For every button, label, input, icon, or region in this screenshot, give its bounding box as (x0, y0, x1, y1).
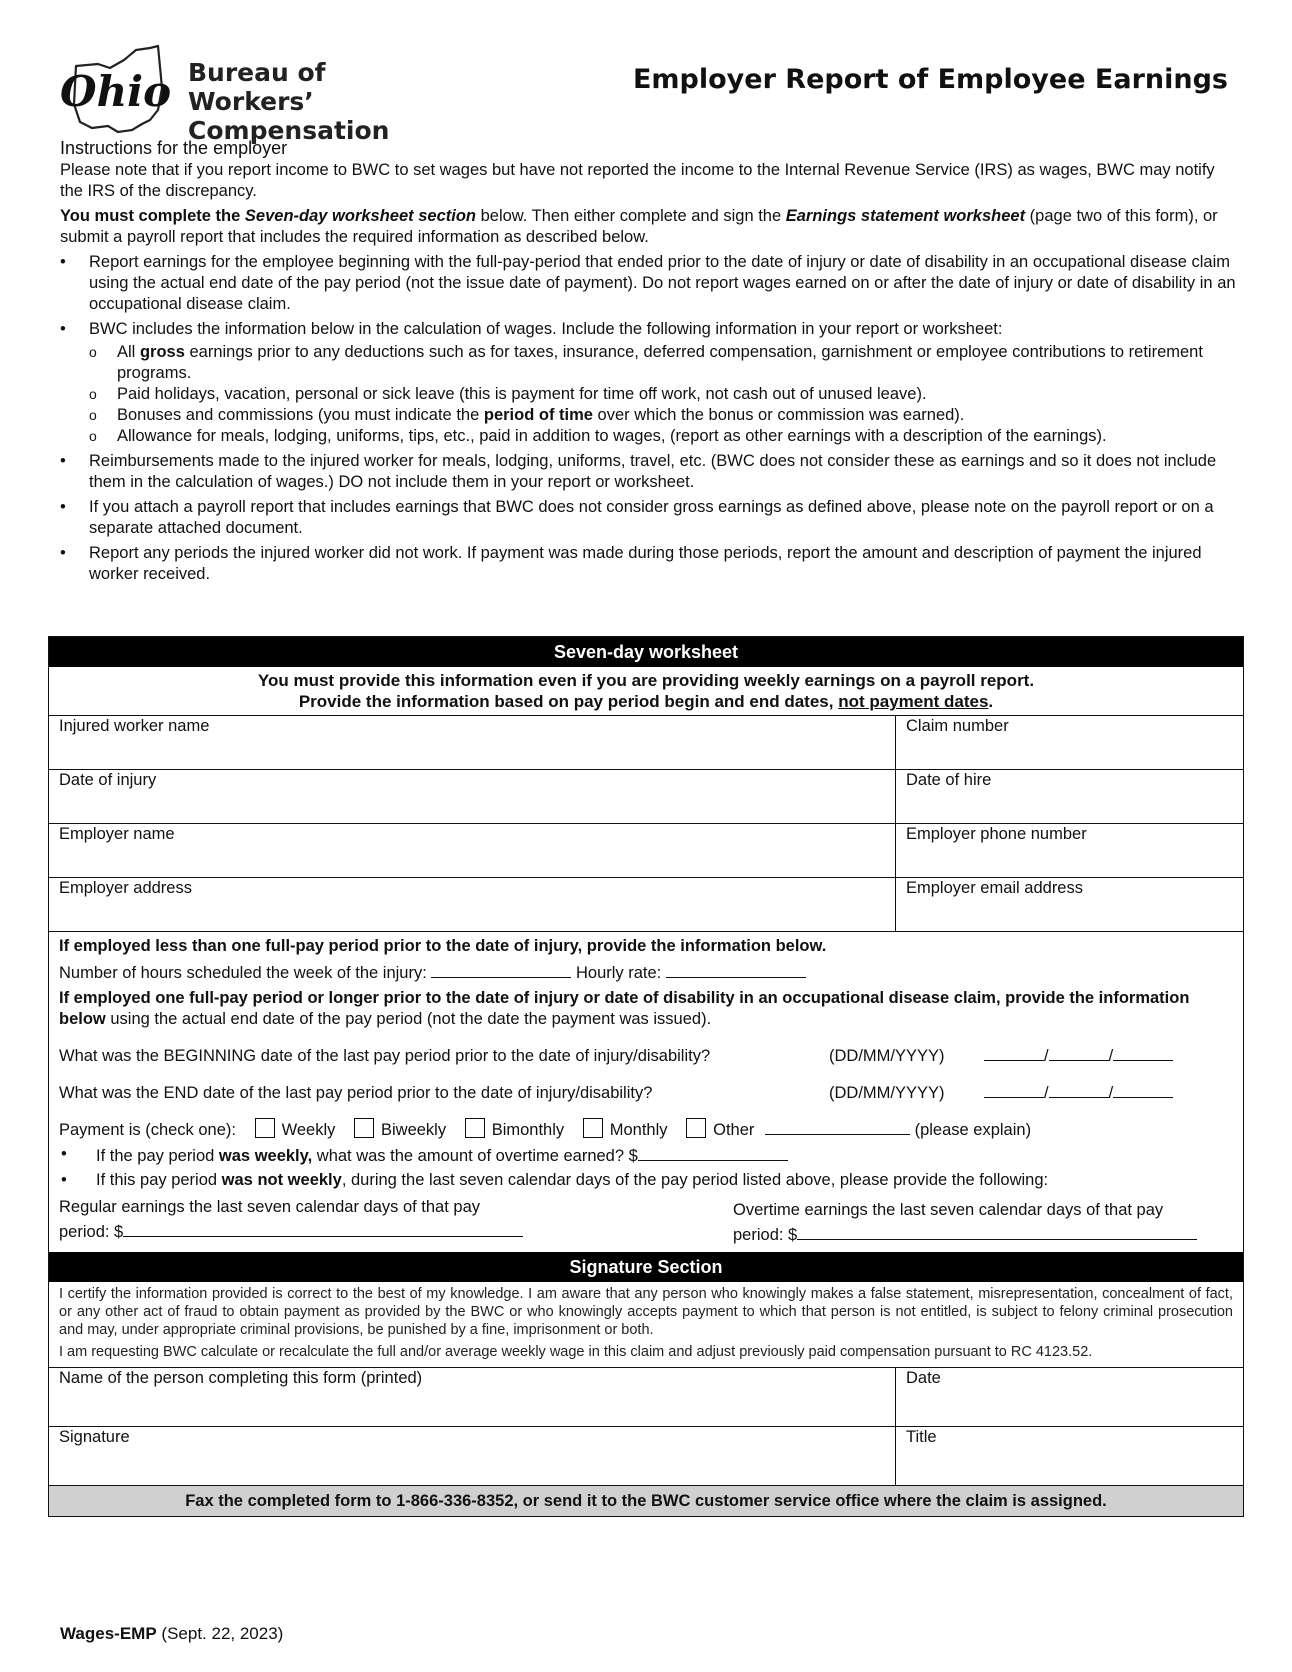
note-line2 (49, 691, 1243, 712)
weekly-text: If the pay period (96, 1147, 215, 1165)
payment-row (59, 1118, 1233, 1141)
end-date-question: What was the END date of the last pay period prior to the date of injury/disability? (59, 1084, 653, 1102)
note-text: not payment dates (838, 692, 989, 711)
end-date-input[interactable]: / / (984, 1081, 1173, 1104)
injured-worker-name-field[interactable]: Injured worker name (49, 716, 896, 769)
payment-label: Payment is (check one): (59, 1121, 236, 1139)
option-label: Biweekly (380, 1121, 447, 1139)
option-label: Bimonthly (491, 1121, 565, 1139)
regular-earnings-input[interactable] (123, 1220, 523, 1237)
list-item-text: BWC includes the information below in the calculation of wages. Include the following information in your report or worksheet: (89, 320, 1003, 338)
p2-part: Seven-day worksheet section (244, 207, 476, 225)
field-row (49, 716, 1243, 770)
sub-list-item (60, 405, 1238, 426)
earnings-row (59, 1195, 1233, 1248)
form-id: Wages-EMP (60, 1624, 157, 1643)
date-format: (DD/MM/YYYY) (829, 1084, 945, 1102)
worksheet-note (49, 667, 1243, 716)
note-text: Provide the information based on pay period begin and end dates, (298, 692, 834, 711)
hours-input[interactable] (431, 961, 571, 978)
hourly-rate-label: Hourly rate: (575, 964, 662, 982)
period-label: period: $ (59, 1223, 124, 1241)
end-date-row (59, 1081, 1233, 1104)
sub-list-item (60, 342, 1238, 384)
bimonthly-checkbox[interactable] (465, 1118, 485, 1138)
overtime-label: Overtime earnings the last seven calendar days of that pay (733, 1201, 1164, 1219)
employer-email-field[interactable]: Employer email address (906, 879, 1083, 897)
option-label: Monthly (609, 1121, 668, 1139)
list-item: • If you attach a payroll report that includes earnings that BWC does not consider gross earnings as defined above, please note on the payroll report or on a separate attached document. (60, 497, 1238, 539)
sub-text: over which the bonus or commission was earned). (597, 406, 965, 424)
instructions-heading: Instructions for the employer (60, 138, 288, 158)
printed-name-field[interactable]: Name of the person completing this form (printed) (49, 1368, 896, 1426)
sub-text: period of time (483, 406, 593, 424)
date-of-hire-field[interactable]: Date of hire (906, 771, 992, 789)
p2-part: Earnings statement worksheet (785, 207, 1026, 225)
date-of-injury-field[interactable]: Date of injury (49, 770, 896, 823)
bwc-logo (58, 44, 458, 145)
signature-field[interactable]: Signature (49, 1427, 896, 1485)
form-footer (60, 1624, 283, 1644)
not-weekly-row (59, 1170, 1233, 1191)
weekly-overtime-row (59, 1144, 1233, 1167)
signature-text (49, 1282, 1243, 1367)
weekly-text: was weekly, (218, 1147, 313, 1165)
longer-heading (59, 988, 1233, 1030)
less-than-heading: If employed less than one full-pay period prior to the date of injury, provide the information below. (59, 937, 827, 955)
sub-text: Bonuses and commissions (you must indicate the (117, 406, 480, 424)
signature-date-field[interactable]: Date (906, 1369, 941, 1387)
list-item: • Reimbursements made to the injured worker for meals, lodging, uniforms, travel, etc. (BWC does not consider these as earnings and so it does not include them in the calculation of wages.) DO not include them in your report or worksheet. (60, 451, 1238, 493)
begin-date-input[interactable]: / / (984, 1044, 1173, 1067)
regular-earnings (59, 1195, 559, 1248)
overtime-earnings (733, 1198, 1233, 1248)
instructions-p1: Please note that if you report income to BWC to set wages but have not reported the income to the Internal Revenue Service (IRS) as wages, BWC may notify the IRS of the discrepancy. (60, 161, 1215, 200)
instructions-list (60, 252, 1238, 585)
monthly-checkbox[interactable] (583, 1118, 603, 1138)
instructions (60, 138, 1238, 589)
list-item: • Report any periods the injured worker did not work. If payment was made during those periods, report the amount and description of payment the injured worker received. (60, 543, 1238, 585)
sub-list-item: o Paid holidays, vacation, personal or sick leave (this is payment for time off work, not cash out of unused leave). (60, 384, 1238, 405)
hours-label: Number of hours scheduled the week of the injury: (59, 964, 427, 982)
p2-part: below. Then either complete and sign the (480, 207, 782, 225)
org-name (188, 58, 458, 145)
certification-text: I certify the information provided is correct to the best of my knowledge. I am aware that any person who knowingly makes a false statement, misrepresentation, concealment of fact, or any other act of fraud to obtain payment as provided by the BWC or who knowingly accepts payment to which that person is not entitled, is subject to felony criminal prosecution and may, under appropriate criminal provisions, be punished by a fine, imprisonment or both. (59, 1286, 1233, 1338)
hours-row (59, 961, 1233, 984)
please-explain: (please explain) (914, 1121, 1032, 1139)
regular-label: Regular earnings the last seven calendar days of that pay (59, 1198, 481, 1216)
notweekly-text: , during the last seven calendar days of the pay period listed above, please provide the following: (341, 1171, 1049, 1189)
instructions-p2 (60, 206, 1238, 248)
sub-list (60, 342, 1238, 447)
fax-instructions: Fax the completed form to 1-866-336-8352, or send it to the BWC customer service office where the claim is assigned. (49, 1485, 1243, 1516)
p2-part: You must complete the (60, 207, 241, 225)
notweekly-text: was not weekly (221, 1171, 342, 1189)
weekly-checkbox[interactable] (255, 1118, 275, 1138)
page-title: Employer Report of Employee Earnings (632, 64, 1228, 95)
logo-script: Ohio (60, 67, 172, 116)
field-row (49, 770, 1243, 824)
biweekly-checkbox[interactable] (354, 1118, 374, 1138)
signature-title: Signature Section (49, 1252, 1243, 1282)
begin-date-row (59, 1044, 1233, 1067)
seven-day-worksheet (48, 636, 1244, 1517)
employer-address-field[interactable]: Employer address (49, 878, 896, 931)
field-row (49, 878, 1243, 932)
weekly-text: what was the amount of overtime earned? $ (316, 1147, 638, 1165)
other-checkbox[interactable] (686, 1118, 706, 1138)
longer-heading-bold: If employed one full-pay period or longer prior to the date of injury or date of disability in an occupational disease claim, provide the information below (59, 989, 1190, 1028)
sub-list-item: o Allowance for meals, lodging, uniforms, tips, etc., paid in addition to wages, (report as other earnings with a description of the earnings). (60, 426, 1238, 447)
date-format: (DD/MM/YYYY) (829, 1047, 945, 1065)
list-item (60, 319, 1238, 447)
request-text: I am requesting BWC calculate or recalculate the full and/or average weekly wage in this claim and adjust previously paid compensation pursuant to RC 4123.52. (59, 1344, 1093, 1360)
org-line2: Compensation (188, 116, 390, 145)
worksheet-title: Seven-day worksheet (49, 637, 1243, 667)
period-label: period: $ (733, 1226, 798, 1244)
list-item: • Report earnings for the employee beginning with the full-pay-period that ended prior to the date of injury or date of disability in an occupational disease claim using the actual end date of the pay period (not the issue date of payment). Do not report wages earned on or after the date of injury or date of disability in an occupational disease claim. (60, 252, 1238, 315)
longer-heading-rest: using the actual end date of the pay period (not the date the payment was issued). (110, 1010, 712, 1028)
option-label: Other (713, 1121, 755, 1139)
sub-text: gross (139, 343, 185, 361)
note-text: . (988, 692, 994, 711)
note-line1: You must provide this information even if you are providing weekly earnings on a payroll report. (257, 671, 1035, 690)
employer-name-field[interactable]: Employer name (49, 824, 896, 877)
org-line1: Bureau of Workers’ (188, 58, 326, 116)
overtime-earnings-input[interactable] (797, 1223, 1197, 1240)
form-date: (Sept. 22, 2023) (161, 1624, 284, 1643)
notweekly-text: If this pay period (96, 1171, 218, 1189)
employer-phone-field[interactable]: Employer phone number (906, 825, 1087, 843)
field-row (49, 1426, 1243, 1485)
sub-text: All (117, 343, 136, 361)
claim-number-field[interactable]: Claim number (906, 717, 1009, 735)
option-label: Weekly (281, 1121, 336, 1139)
sub-text: earnings prior to any deductions such as for taxes, insurance, deferred compensation, garnishment or employee contributions to retirement programs. (117, 343, 1203, 382)
hourly-rate-input[interactable] (666, 961, 806, 978)
overtime-amount-input[interactable] (638, 1144, 788, 1161)
ohio-state-icon (58, 44, 183, 134)
field-row (49, 1367, 1243, 1426)
begin-date-question: What was the BEGINNING date of the last pay period prior to the date of injury/disability? (59, 1047, 711, 1065)
other-explain-input[interactable] (765, 1118, 910, 1135)
pay-period-section (49, 932, 1243, 1252)
title-field[interactable]: Title (906, 1428, 937, 1446)
field-row (49, 824, 1243, 878)
p2-part: (page two of this form), or submit a payroll report that includes the required information as described below. (60, 207, 1218, 246)
